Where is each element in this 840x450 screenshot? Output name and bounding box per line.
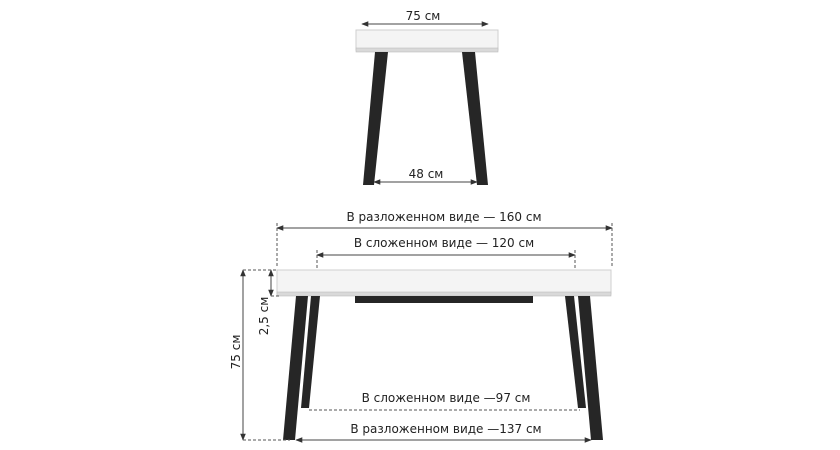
expanded-leg-span-dimension <box>296 422 591 440</box>
side-view-left-leg <box>363 52 388 185</box>
folded-length-label: В сложенном виде — 120 см <box>353 236 535 250</box>
side-view-table <box>356 30 498 185</box>
side-leg-span-label: 48 см <box>408 167 444 181</box>
folded-length-dimension <box>317 236 575 268</box>
folded-leg-span-dimension <box>309 391 580 410</box>
side-width-dimension <box>362 9 488 24</box>
expanded-leg-span-label: В разложенном виде —137 см <box>350 422 542 436</box>
top-thickness-label: 2,5 см <box>257 296 271 336</box>
side-leg-span-dimension <box>374 167 477 182</box>
side-width-label: 75 см <box>405 9 441 23</box>
front-view-tabletop <box>277 270 611 294</box>
height-label: 75 см <box>229 334 243 370</box>
side-view-tabletop <box>356 30 498 50</box>
side-view-right-leg <box>462 52 488 185</box>
front-view-table <box>277 270 611 440</box>
expanded-length-label: В разложенном виде — 160 см <box>346 210 542 224</box>
front-view-right-outer-leg <box>578 296 603 440</box>
folded-leg-span-label: В сложенном виде —97 см <box>361 391 531 405</box>
front-view-tabletop-edge <box>277 292 611 296</box>
side-view-tabletop-edge <box>356 48 498 52</box>
front-view-extension-rail <box>355 296 533 303</box>
front-view-left-outer-leg <box>283 296 308 440</box>
